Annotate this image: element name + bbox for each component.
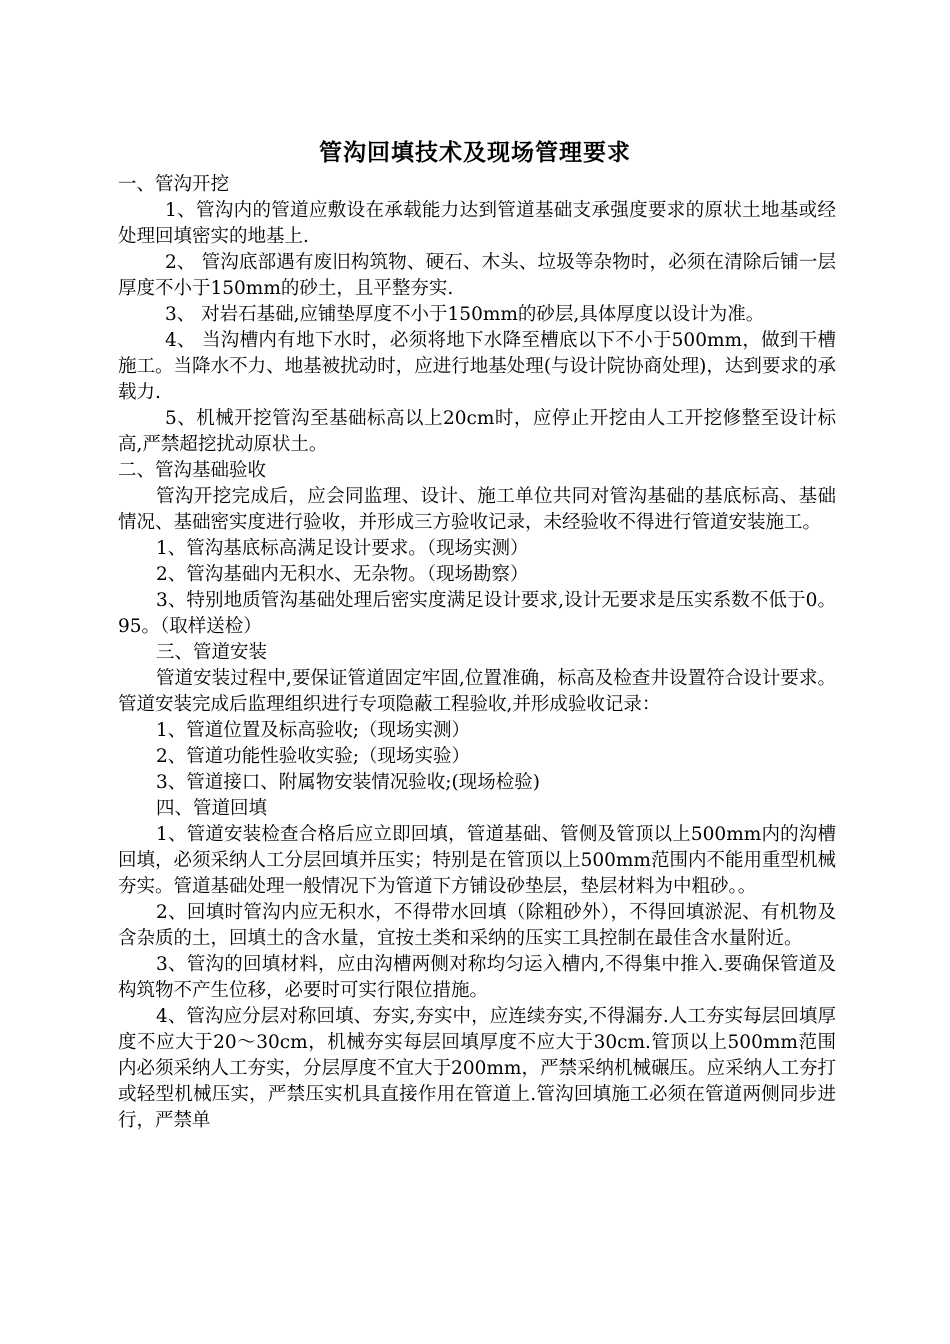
document-body xyxy=(118,172,836,1134)
paragraph: 1、管道安装检查合格后应立即回填，管道基础、管侧及管顶以上500mm内的沟槽回填，必须采纳人工分层回填并压实；特别是在管顶以上500mm范围内不能用重型机械夯实。管道基础处理一般情况下为管道下方铺设砂垫层，垫层材料为中粗砂。。 xyxy=(118,824,836,897)
paragraph: 管道安装过程中,要保证管道固定牢固,位置准确，标高及检查井设置符合设计要求。管道安装完成后监理组织进行专项隐蔽工程验收,并形成验收记录： xyxy=(118,668,836,715)
section-heading-excavation: 一、管沟开挖 xyxy=(118,174,230,195)
paragraph: 3、 对岩石基础,应铺垫厚度不小于150mm的砂层,具体厚度以设计为准。 xyxy=(165,304,765,325)
list-item: 1、管沟基底标高满足设计要求。（现场实测） xyxy=(156,538,529,559)
paragraph: 5、机械开挖管沟至基础标高以上20cm时，应停止开挖由人工开挖修整至设计标高,严禁超挖扰动原状土。 xyxy=(118,408,836,455)
list-item: 3、管道接口、附属物安装情况验收;(现场检验) xyxy=(156,772,540,793)
list-item: 3、特别地质管沟基础处理后密实度满足设计要求,设计无要求是压实系数不低于0。95。（取样送检） xyxy=(118,590,836,637)
section-heading-backfill: 四、管道回填 xyxy=(156,798,268,819)
paragraph: 4、管沟应分层对称回填、夯实,夯实中，应连续夯实,不得漏夯.人工夯实每层回填厚度不应大于20～30cm，机械夯实每层回填厚度不应大于30cm.管顶以上500mm范围内必须采纳人工夯实，分层厚度不宜大于200mm，严禁采纳机械碾压。应采纳人工夯打或轻型机械压实，严禁压实机具直接作用在管道上.管沟回填施工必须在管道两侧同步进行，严禁单 xyxy=(118,1006,836,1131)
paragraph: 1、管沟内的管道应敷设在承载能力达到管道基础支承强度要求的原状土地基或经处理回填密实的地基上. xyxy=(118,200,836,247)
section-heading-foundation-acceptance: 二、管沟基础验收 xyxy=(118,460,267,481)
list-item: 2、管沟基础内无积水、无杂物。（现场勘察） xyxy=(156,564,529,585)
list-item: 2、管道功能性验收实验;（现场实验） xyxy=(156,746,471,767)
paragraph: 4、 当沟槽内有地下水时，必须将地下水降至槽底以下不小于500mm，做到干槽施工。当降水不力、地基被扰动时，应进行地基处理(与设计院协商处理)，达到要求的承载力. xyxy=(118,330,836,403)
document-title: 管沟回填技术及现场管理要求 xyxy=(319,139,631,166)
paragraph: 2、回填时管沟内应无积水，不得带水回填（除粗砂外），不得回填淤泥、有机物及含杂质的土，回填土的含水量，宜按土类和采纳的压实工具控制在最佳含水量附近。 xyxy=(118,902,836,949)
paragraph: 3、管沟的回填材料，应由沟槽两侧对称均匀运入槽内,不得集中推入.要确保管道及构筑物不产生位移，必要时可实行限位措施。 xyxy=(118,954,836,1001)
paragraph: 管沟开挖完成后，应会同监理、设计、施工单位共同对管沟基础的基底标高、基础情况、基础密实度进行验收，并形成三方验收记录，未经验收不得进行管道安装施工。 xyxy=(118,486,836,533)
section-heading-pipe-installation: 三、管道安装 xyxy=(156,642,268,663)
list-item: 1、管道位置及标高验收;（现场实测） xyxy=(156,720,471,741)
paragraph: 2、 管沟底部遇有废旧构筑物、硬石、木头、垃圾等杂物时，必须在清除后铺一层厚度不小于150mm的砂土，且平整夯实. xyxy=(118,252,836,299)
